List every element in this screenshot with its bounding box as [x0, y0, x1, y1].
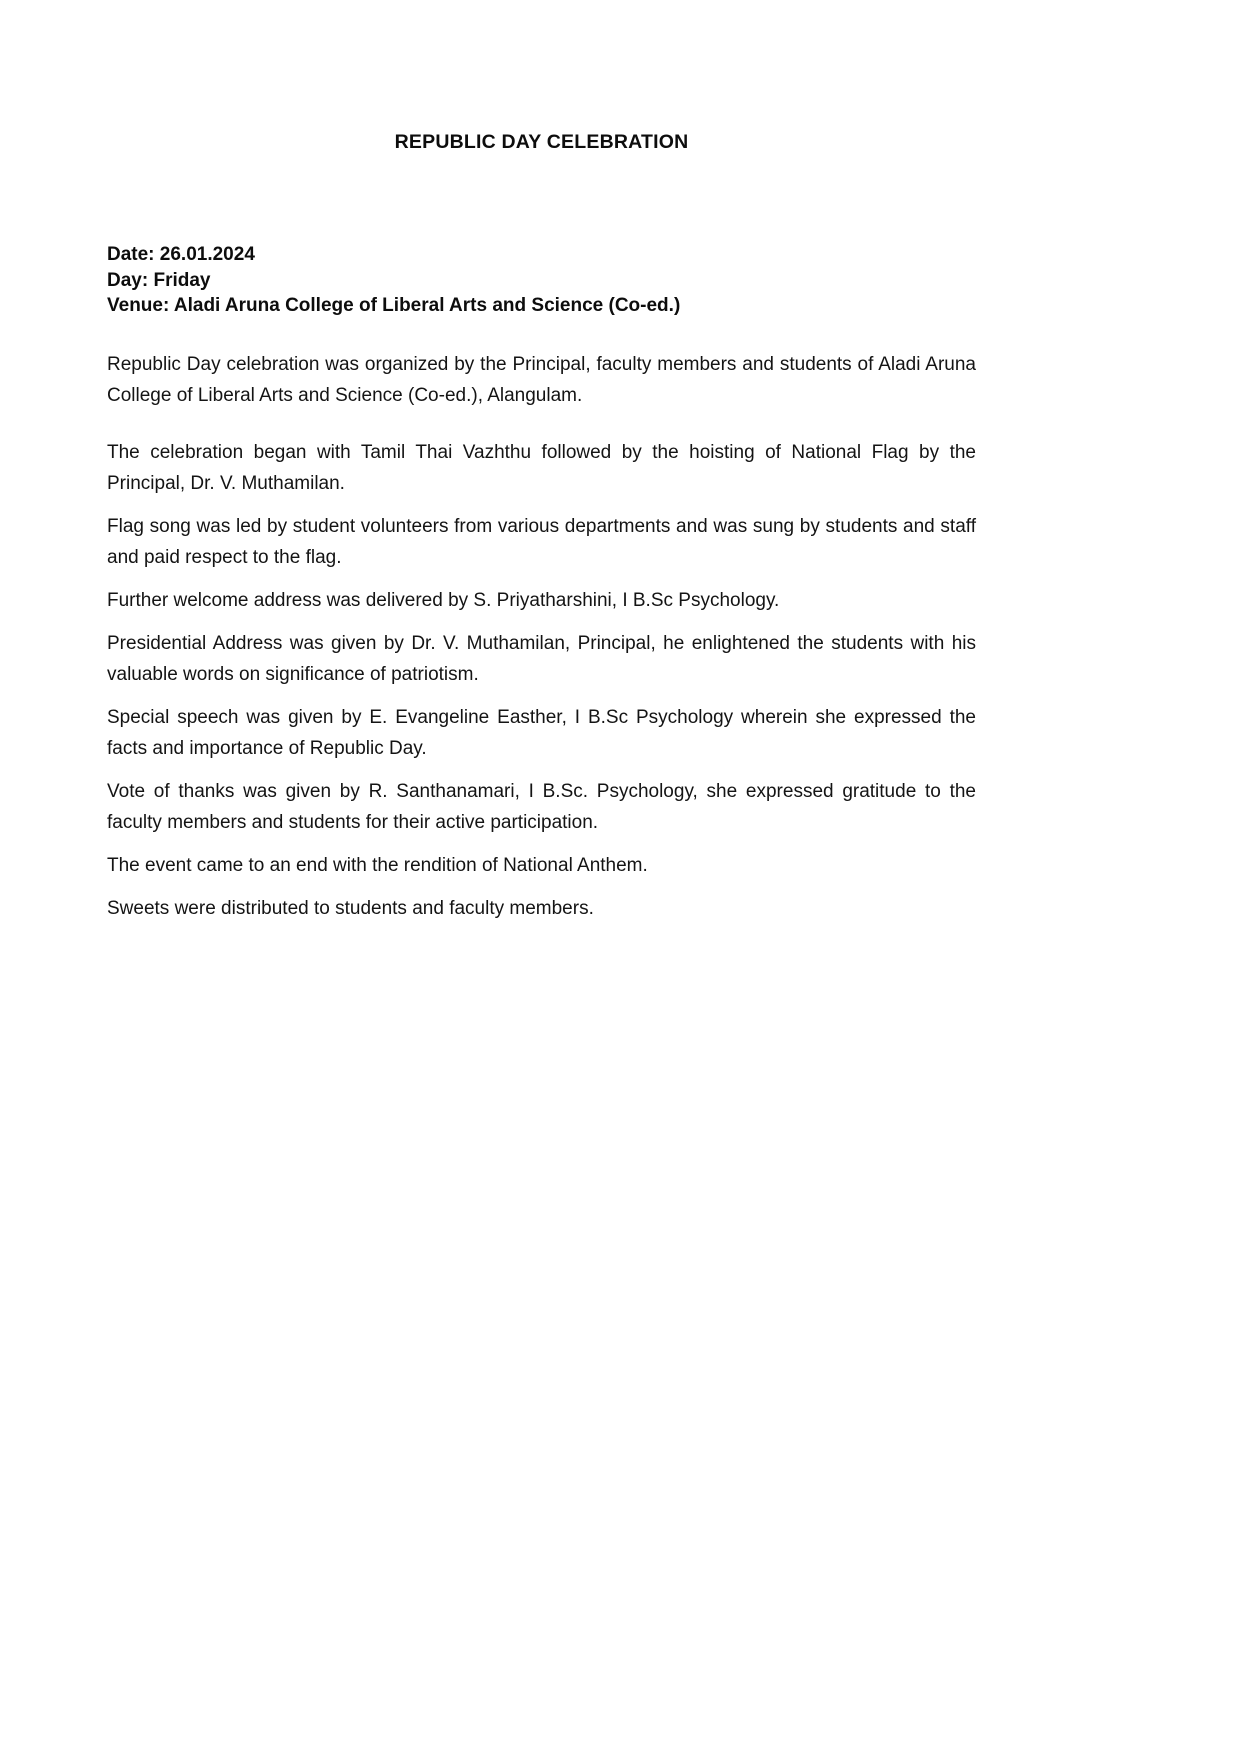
paragraph-sweets: Sweets were distributed to students and faculty members.	[107, 897, 594, 919]
document-title: REPUBLIC DAY CELEBRATION	[394, 131, 689, 153]
paragraph-welcome-address: Further welcome address was delivered by S. Priyatharshini, I B.Sc Psychology.	[107, 589, 780, 611]
paragraph-flag-song: Flag song was led by student volunteers from various departments and was sung by students and staff and paid respect to the flag.	[107, 515, 976, 568]
meta-date: Date: 26.01.2024	[107, 244, 255, 265]
meta-day: Day: Friday	[107, 269, 211, 291]
paragraph-vote-of-thanks: Vote of thanks was given by R. Santhanamari, I B.Sc. Psychology, she expressed gratitude to the faculty members and students for their active participation.	[107, 780, 976, 833]
event-meta-block	[107, 242, 976, 319]
document-content	[107, 131, 976, 936]
meta-venue: Venue: Aladi Aruna College of Liberal Arts and Science (Co-ed.)	[107, 295, 681, 316]
paragraph-national-anthem: The event came to an end with the rendition of National Anthem.	[107, 854, 648, 876]
paragraph-special-speech: Special speech was given by E. Evangeline Easther, I B.Sc Psychology wherein she expressed the facts and importance of Republic Day.	[107, 706, 976, 759]
paragraph-flag-hoisting: The celebration began with Tamil Thai Vazhthu followed by the hoisting of National Flag by the Principal, Dr. V. Muthamilan.	[107, 441, 976, 494]
paragraph-organizers: Republic Day celebration was organized by the Principal, faculty members and students of Aladi Aruna College of Liberal Arts and Science (Co-ed.), Alangulam.	[107, 353, 976, 406]
paragraph-presidential-address: Presidential Address was given by Dr. V. Muthamilan, Principal, he enlightened the students with his valuable words on significance of patriotism.	[107, 632, 976, 685]
